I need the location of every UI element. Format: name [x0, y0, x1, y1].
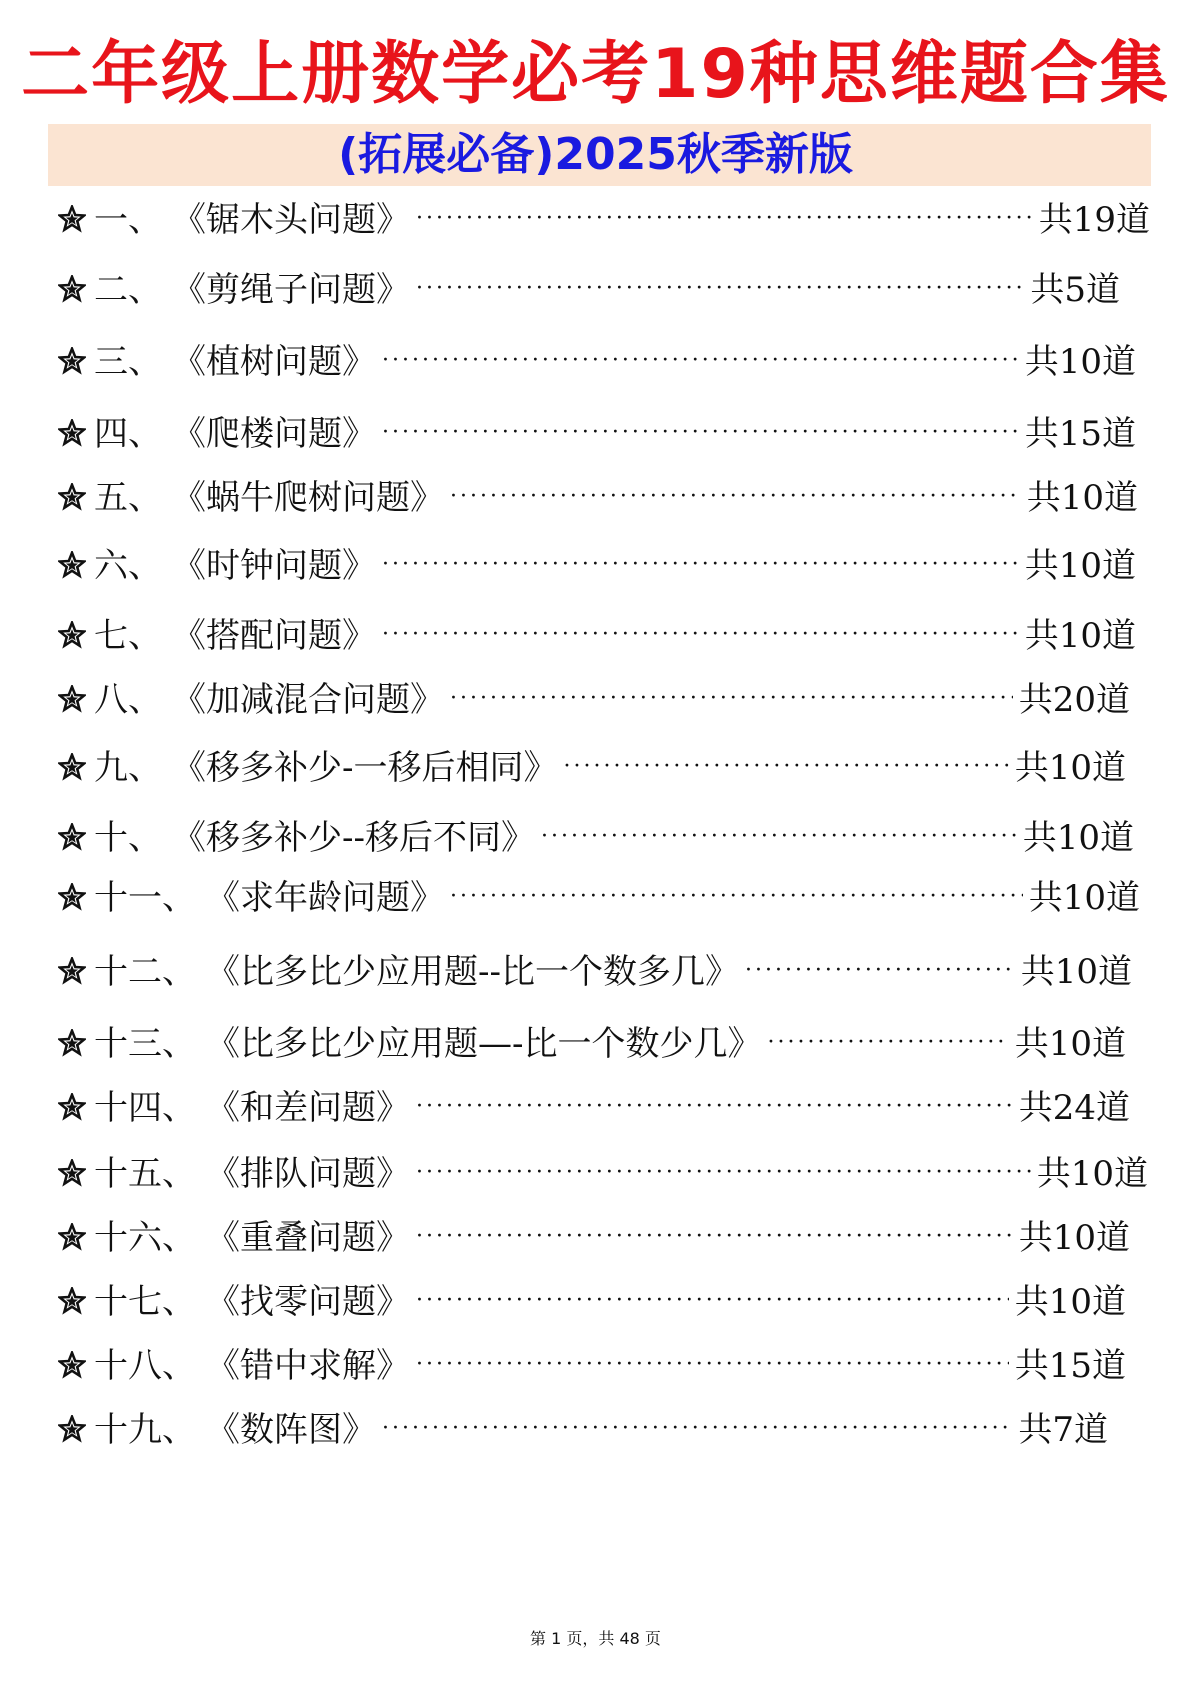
star-icon: [58, 1156, 86, 1184]
toc-item-number: 十八、: [94, 1345, 196, 1386]
toc-item: [58, 1012, 1126, 1068]
toc-item: [58, 330, 1136, 386]
toc-item-count: 共10道: [1014, 1281, 1126, 1322]
dot-leader: [382, 1416, 1012, 1441]
star-icon: [58, 202, 86, 230]
toc-item-topic: 《植树问题》: [172, 341, 376, 382]
toc-item-count: 共10道: [1036, 1153, 1148, 1194]
toc-item: [58, 1076, 1130, 1132]
star-icon: [58, 548, 86, 576]
dot-leader: [745, 958, 1015, 983]
toc-item: [58, 1270, 1126, 1326]
page-subtitle: (拓展必备)2025秋季新版: [338, 129, 853, 180]
toc-item-count: 共15道: [1014, 1345, 1126, 1386]
toc-item-number: 二、: [94, 269, 162, 310]
page-footer: 第 1 页，共 48 页: [530, 1629, 661, 1648]
star-icon: [58, 480, 86, 508]
toc-item-topic: 《移多补少--移后不同》: [172, 817, 535, 858]
toc-item-number: 十二、: [94, 951, 196, 992]
toc-item-topic: 《和差问题》: [206, 1087, 410, 1128]
star-icon: [58, 880, 86, 908]
star-icon: [58, 1220, 86, 1248]
toc-item-count: 共15道: [1024, 413, 1136, 454]
toc-item-number: 七、: [94, 615, 162, 656]
toc-item-number: 十一、: [94, 877, 196, 918]
toc-item-count: 共10道: [1018, 1217, 1130, 1258]
toc-item-number: 五、: [94, 477, 162, 518]
toc-item-topic: 《移多补少-一移后相同》: [172, 747, 558, 788]
toc-item-count: 共10道: [1026, 477, 1138, 518]
toc-item-count: 共10道: [1024, 615, 1136, 656]
toc-item-topic: 《搭配问题》: [172, 615, 376, 656]
toc-item-number: 十四、: [94, 1087, 196, 1128]
dot-leader: [416, 1160, 1031, 1185]
page-title: 二年级上册数学必考19种思维题合集: [21, 35, 1170, 114]
star-icon: [58, 682, 86, 710]
toc-item: [58, 1142, 1148, 1198]
star-icon: [58, 1026, 86, 1054]
toc-item-count: 共24道: [1018, 1087, 1130, 1128]
dot-leader: [450, 686, 1013, 711]
toc-item-number: 三、: [94, 341, 162, 382]
toc-item: [58, 258, 1120, 314]
star-icon: [58, 820, 86, 848]
toc-item: [58, 940, 1132, 996]
toc-item: [58, 1398, 1108, 1454]
dot-leader: [382, 622, 1019, 647]
dot-leader: [416, 1288, 1009, 1313]
toc-item-count: 共10道: [1014, 747, 1126, 788]
star-icon: [58, 954, 86, 982]
dot-leader: [382, 348, 1019, 373]
toc-item-topic: 《排队问题》: [206, 1153, 410, 1194]
toc-item-number: 八、: [94, 679, 162, 720]
dot-leader: [450, 484, 1021, 509]
toc-item: [58, 866, 1140, 922]
dot-leader: [564, 754, 1009, 779]
toc-item-count: 共19道: [1038, 199, 1150, 240]
toc-item-number: 十、: [94, 817, 162, 858]
toc-item-count: 共20道: [1018, 679, 1130, 720]
star-icon: [58, 750, 86, 778]
dot-leader: [541, 824, 1017, 849]
toc-item-topic: 《时钟问题》: [172, 545, 376, 586]
star-icon: [58, 1090, 86, 1118]
toc-item: [58, 604, 1136, 660]
dot-leader: [382, 420, 1019, 445]
toc-item-number: 十三、: [94, 1023, 196, 1064]
toc-item-number: 九、: [94, 747, 162, 788]
toc-item-number: 一、: [94, 199, 162, 240]
star-icon: [58, 416, 86, 444]
toc-item: [58, 668, 1130, 724]
toc-item: [58, 188, 1150, 244]
toc-item-count: 共7道: [1018, 1409, 1108, 1450]
toc-item-topic: 《比多比少应用题--比一个数多几》: [206, 951, 739, 992]
dot-leader: [416, 1094, 1013, 1119]
toc-item-topic: 《爬楼问题》: [172, 413, 376, 454]
dot-leader: [768, 1030, 1009, 1055]
toc-item-topic: 《数阵图》: [206, 1409, 376, 1450]
dot-leader: [416, 276, 1024, 301]
toc-item: [58, 736, 1126, 792]
toc-item-topic: 《加减混合问题》: [172, 679, 444, 720]
star-icon: [58, 1412, 86, 1440]
toc-item-count: 共10道: [1020, 951, 1132, 992]
toc-item: [58, 1206, 1130, 1262]
star-icon: [58, 618, 86, 646]
toc-item-number: 十七、: [94, 1281, 196, 1322]
toc-item-number: 十九、: [94, 1409, 196, 1450]
toc-item-topic: 《剪绳子问题》: [172, 269, 410, 310]
toc-item: [58, 1334, 1126, 1390]
toc-item-count: 共10道: [1028, 877, 1140, 918]
toc-item-count: 共5道: [1030, 269, 1120, 310]
toc-item: [58, 806, 1134, 862]
toc-item-count: 共10道: [1022, 817, 1134, 858]
toc-item-count: 共10道: [1024, 545, 1136, 586]
dot-leader: [382, 552, 1019, 577]
toc-item-topic: 《找零问题》: [206, 1281, 410, 1322]
toc-item-topic: 《比多比少应用题—-比一个数少几》: [206, 1023, 762, 1064]
toc-item-count: 共10道: [1024, 341, 1136, 382]
star-icon: [58, 272, 86, 300]
toc-item-number: 十六、: [94, 1217, 196, 1258]
dot-leader: [450, 884, 1023, 909]
dot-leader: [416, 1352, 1009, 1377]
star-icon: [58, 1348, 86, 1376]
toc-item: [58, 534, 1136, 590]
star-icon: [58, 344, 86, 372]
toc-item-number: 六、: [94, 545, 162, 586]
toc-item-topic: 《错中求解》: [206, 1345, 410, 1386]
dot-leader: [416, 1224, 1013, 1249]
toc-item-topic: 《锯木头问题》: [172, 199, 410, 240]
dot-leader: [416, 206, 1033, 231]
toc-item: [58, 466, 1138, 522]
toc-item-topic: 《求年龄问题》: [206, 877, 444, 918]
toc-item: [58, 402, 1136, 458]
toc-item-topic: 《蜗牛爬树问题》: [172, 477, 444, 518]
toc-item-topic: 《重叠问题》: [206, 1217, 410, 1258]
toc-item-count: 共10道: [1014, 1023, 1126, 1064]
star-icon: [58, 1284, 86, 1312]
toc-item-number: 四、: [94, 413, 162, 454]
toc-item-number: 十五、: [94, 1153, 196, 1194]
